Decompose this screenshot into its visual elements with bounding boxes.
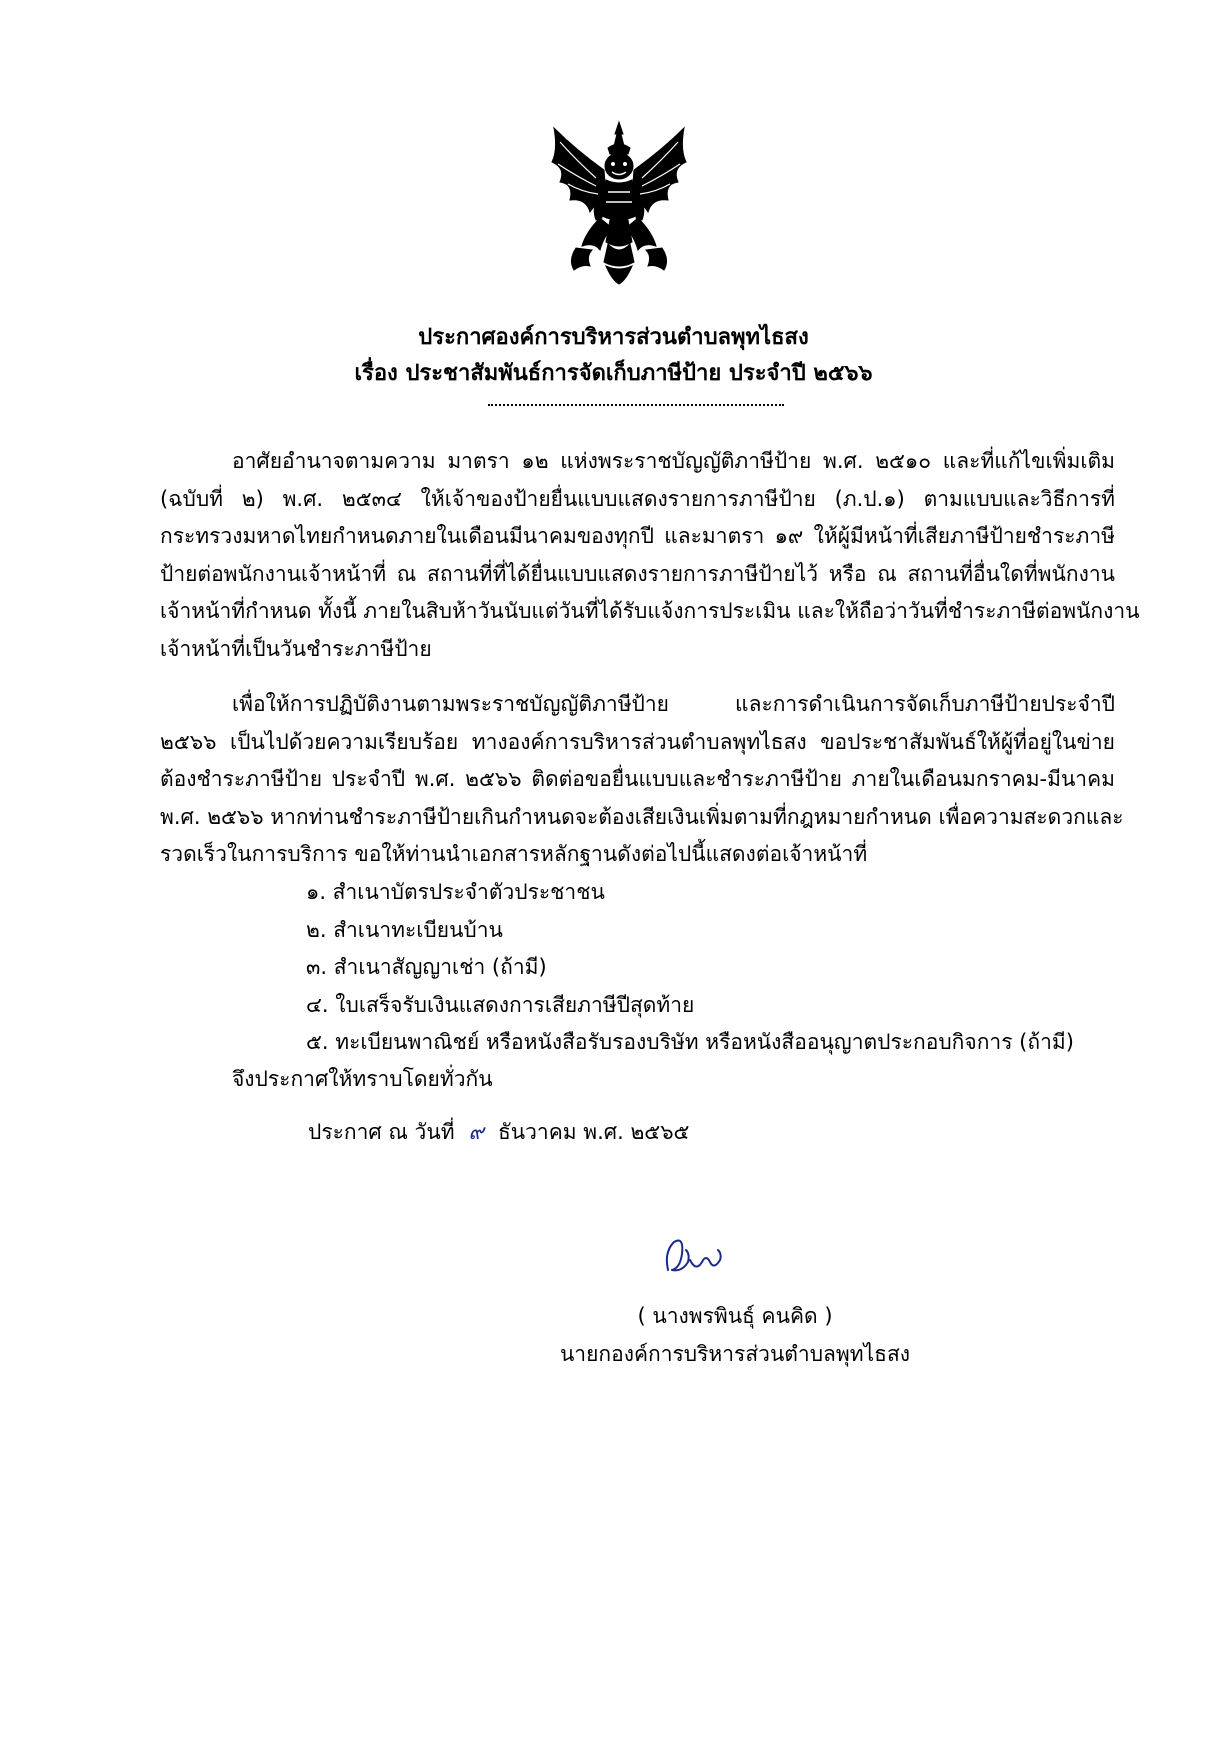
signer-position: นายกองค์การบริหารส่วนตำบลพุทไธสง: [559, 1342, 911, 1366]
paragraph-line: อาศัยอำนาจตามความ มาตรา ๑๒ แห่งพระราชบัญญัติภาษีป้าย พ.ศ. ๒๕๑๐ และที่แก้ไขเพิ่มเติม: [232, 449, 1115, 473]
paragraph-legal-basis: [160, 443, 1140, 668]
handwritten-signature: [660, 1232, 730, 1282]
paragraph-line: พ.ศ. ๒๕๖๖ หากท่านชำระภาษีป้ายเกินกำหนดจะต้องเสียเงินเพิ่มตามที่กฎหมายกำหนด เพื่อความสะดวกและ: [160, 804, 1124, 829]
paragraph-line: รวดเร็วในการบริการ ขอให้ท่านนำเอกสารหลักฐานดังต่อไปนี้แสดงต่อเจ้าหน้าที่: [160, 842, 868, 866]
announcement-title: ประกาศองค์การบริหารส่วนตำบลพุทไธสง: [418, 325, 809, 350]
date-day-handwritten: ๙: [468, 1120, 484, 1144]
list-item: ๔. ใบเสร็จรับเงินแสดงการเสียภาษีปีสุดท้าย: [306, 992, 695, 1017]
paragraph-line: ๒๕๖๖ เป็นไปด้วยความเรียบร้อย ทางองค์การบริหารส่วนตำบลพุทไธสง ขอประชาสัมพันธ์ให้ผู้ที่อยู่ในข่าย: [160, 729, 1115, 754]
paragraph-line: (ฉบับที่ ๒) พ.ศ. ๒๕๓๔ ให้เจ้าของป้ายยื่นแบบแสดงรายการภาษีป้าย (ภ.ป.๑) ตามแบบและวิธีการที่: [160, 486, 1115, 511]
date-prefix: ประกาศ ณ วันที่: [308, 1120, 455, 1144]
date-suffix: ธันวาคม พ.ศ. ๒๕๖๕: [497, 1120, 690, 1144]
required-documents-list: [306, 874, 1074, 1062]
paragraph-line: กระทรวงมหาดไทยกำหนดภายในเดือนมีนาคมของทุกปี และมาตรา ๑๙ ให้ผู้มีหน้าที่เสียภาษีป้ายชำระภาษี: [160, 524, 1115, 548]
paragraph-line: เจ้าหน้าที่เป็นวันชำระภาษีป้าย: [160, 636, 432, 661]
garuda-emblem-icon: [546, 120, 692, 286]
announcement-date: [308, 1114, 689, 1152]
announce-statement: จึงประกาศให้ทราบโดยทั่วกัน: [232, 1067, 493, 1091]
paragraph-line: เพื่อให้การปฏิบัติงานตามพระราชบัญญัติภาษีป้าย และการดำเนินการจัดเก็บภาษีป้ายประจำปี: [232, 692, 1115, 716]
list-item: ๓. สำเนาสัญญาเช่า (ถ้ามี): [306, 955, 547, 979]
announcement-subject: เรื่อง ประชาสัมพันธ์การจัดเก็บภาษีป้าย ประจำปี ๒๕๖๖: [354, 361, 873, 386]
list-item: ๑. สำเนาบัตรประจำตัวประชาชน: [306, 880, 605, 904]
list-item: ๕. ทะเบียนพาณิชย์ หรือหนังสือรับรองบริษัท หรือหนังสืออนุญาตประกอบกิจการ (ถ้ามี): [306, 1030, 1074, 1054]
paragraph-instructions: [160, 686, 1124, 874]
list-item: ๒. สำเนาทะเบียนบ้าน: [306, 917, 503, 942]
paragraph-line: ต้องชำระภาษีป้าย ประจำปี พ.ศ. ๒๕๖๖ ติดต่อขอยื่นแบบและชำระภาษีป้าย ภายในเดือนมกราคม-มีนาคม: [160, 767, 1115, 791]
paragraph-line: เจ้าหน้าที่กำหนด ทั้งนี้ ภายในสิบห้าวันนับแต่วันที่ได้รับแจ้งการประเมิน และให้ถือว่าวันที่ชำระภาษีต่อพนักงาน: [160, 599, 1140, 623]
signer-name: ( นางพรพินธุ์ คนคิด ): [637, 1304, 833, 1328]
paragraph-line: ป้ายต่อพนักงานเจ้าหน้าที่ ณ สถานที่ที่ได้ยื่นแบบแสดงรายการภาษีป้ายไว้ หรือ ณ สถานที่อื่นใดที่พนักงาน: [160, 561, 1115, 586]
dotted-divider: [488, 404, 784, 408]
